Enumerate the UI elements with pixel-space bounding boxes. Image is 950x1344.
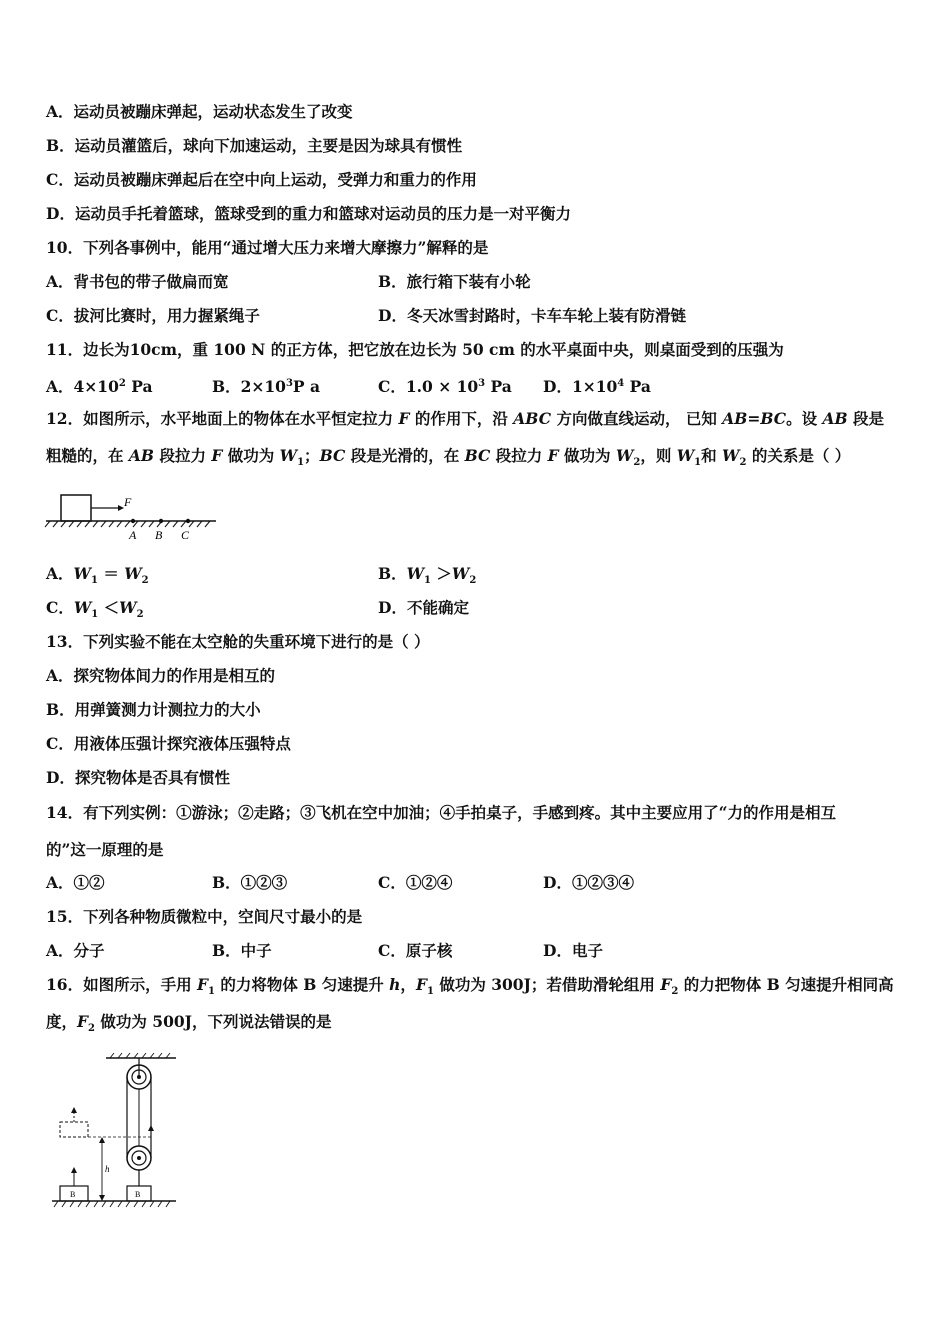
q13-option-a: A．探究物体间力的作用是相互的 xyxy=(46,666,276,685)
block xyxy=(61,495,91,521)
q12-option-a: A．$W_1 = W_2$ xyxy=(46,564,149,587)
q13-stem: 13．下列实验不能在太空舱的失重环境下进行的是（ ） xyxy=(46,632,430,651)
q12-stem-line2: 粗糙的，在 AB 段拉力 F 做功为 $W_1$；BC 段是光滑的，在 BC 段拉力 F 做功为 $W_2$，则 $W_1$和 $W_2$ 的关系是（ ） xyxy=(46,446,851,469)
q14-stem-line2: 的”这一原理的是 xyxy=(46,840,164,859)
label-a: A xyxy=(129,528,137,542)
q10-stem: 10．下列各事例中，能用“通过增大压力来增大摩擦力”解释的是 xyxy=(46,238,489,257)
q12-figure xyxy=(44,490,224,544)
ground-hatch xyxy=(54,1201,170,1207)
q12-option-b: B．$W_1 >W_2$ xyxy=(378,564,477,587)
q11-stem: 11．边长为10cm，重 100 N 的正方体，把它放在边长为 50 cm 的水平桌面中央，则桌面受到的压强为 xyxy=(46,340,784,359)
raised-block xyxy=(60,1122,88,1137)
q9-option-d: D．运动员手托着篮球，篮球受到的重力和篮球对运动员的压力是一对平衡力 xyxy=(46,204,571,223)
q14-option-a: A．①② xyxy=(46,873,105,892)
point-c xyxy=(186,519,190,523)
q9-option-c: C．运动员被蹦床弹起后在空中向上运动，受弹力和重力的作用 xyxy=(46,170,477,189)
q13-option-d: D．探究物体是否具有惯性 xyxy=(46,768,230,787)
q12-option-d: D．不能确定 xyxy=(378,598,469,617)
q11-option-c: C．$1.0 \times 10^3$ Pa xyxy=(378,377,512,397)
label-h: h xyxy=(105,1164,110,1174)
ground-hatch xyxy=(45,521,210,527)
q9-option-b: B．运动员灌篮后，球向下加速运动，主要是因为球具有惯性 xyxy=(46,136,463,155)
q12-option-c: C．$W_1 <W_2$ xyxy=(46,598,144,621)
point-b xyxy=(159,519,163,523)
q13-option-c: C．用液体压强计探究液体压强特点 xyxy=(46,734,291,753)
q16-figure xyxy=(50,1052,184,1212)
q14-option-b: B．①②③ xyxy=(212,873,288,892)
label-b: B xyxy=(155,528,163,542)
q11-option-b: B．$2\times 10^3P$ a xyxy=(212,377,321,397)
q15-option-c: C．原子核 xyxy=(378,941,453,960)
label-b-right: B xyxy=(135,1190,141,1199)
point-a xyxy=(131,519,135,523)
q11-option-d: D．$1\times 10^4$ Pa xyxy=(543,377,651,397)
q10-option-a: A．背书包的带子做扁而宽 xyxy=(46,272,229,291)
q10-option-c: C．拔河比赛时，用力握紧绳子 xyxy=(46,306,260,325)
q15-stem: 15．下列各种物质微粒中，空间尺寸最小的是 xyxy=(46,907,363,926)
q16-stem-line1: 16．如图所示，手用 $F_1$ 的力将物体 B 匀速提升 h，$F_1$ 做功为 300J；若借助滑轮组用 $F_2$ 的力把物体 B 匀速提升相同高 xyxy=(46,975,894,998)
label-c: C xyxy=(181,528,190,542)
q10-option-b: B．旅行箱下装有小轮 xyxy=(378,272,531,291)
label-b-left: B xyxy=(70,1190,76,1199)
q15-option-b: B．中子 xyxy=(212,941,272,960)
q9-option-a: A．运动员被蹦床弹起，运动状态发生了改变 xyxy=(46,102,353,121)
q14-option-c: C．①②④ xyxy=(378,873,453,892)
q14-stem-line1: 14．有下列实例：①游泳；②走路；③飞机在空中加油；④手拍桌子，手感到疼。其中主要应用了“力的作用是相互 xyxy=(46,803,836,822)
q13-option-b: B．用弹簧测力计测拉力的大小 xyxy=(46,700,261,719)
label-f: F xyxy=(124,495,132,509)
q11-option-a: A．$4\times 10^2$ Pa xyxy=(46,377,153,397)
q10-option-d: D．冬天冰雪封路时，卡车车轮上装有防滑链 xyxy=(378,306,686,325)
q15-option-d: D．电子 xyxy=(543,941,603,960)
q14-option-d: D．①②③④ xyxy=(543,873,634,892)
q16-stem-line2: 度，$F_2$ 做功为 500J，下列说法错误的是 xyxy=(46,1012,332,1035)
q12-stem-line1: 12．如图所示，水平地面上的物体在水平恒定拉力 F 的作用下，沿 ABC 方向做直线运动， 已知 AB=BC。设 AB 段是 xyxy=(46,409,885,428)
q15-option-a: A．分子 xyxy=(46,941,105,960)
